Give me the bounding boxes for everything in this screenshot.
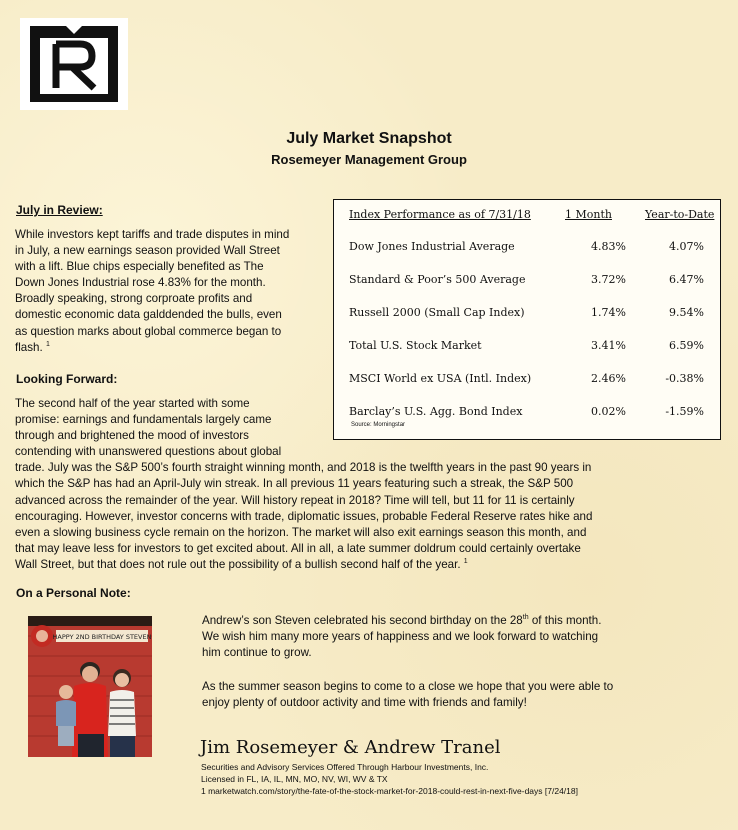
personal-paragraph-1: Andrew’s son Steven celebrated his second birthday on the 28th of this month. We wish him many more years of happiness and we look forward to watching him continue to grow. bbox=[202, 614, 602, 660]
table-header-month: 1 Month bbox=[565, 208, 612, 221]
page-subtitle: Rosemeyer Management Group bbox=[271, 152, 467, 167]
forward-paragraph: The second half of the year started with some promise: earnings and fundamentals largely came through and brightened the mood of investors contending with unanswered questions about global trade. July was the S&P 500’s fourth straight winning month, and 2018 is the twelfth years in the past 90 years in which the S&P has had an April-July win streak. In all previous 11 years featuring such a streak, the S&P 500 advanced across the remainder of the year. Will history repeat in 2018? Time will tell, but 11 for 11 is certainly encouraging. However, investor concerns with trade, diplomatic issues, probable Federal Reserve rates hike and even a slowing business cycle remain on the horizon. The market will also exit earnings season this month, and that may leave less for investors to get excited about. All in all, a late summer doldrum could certainly overtake Wall Street, but that does not rule out the possibility of a bullish second half of the year. $^1$ bbox=[15, 397, 593, 571]
table-row: Standard & Poor’s 500 Average 3.72% 6.47% bbox=[349, 273, 704, 286]
signature: Jim Rosemeyer & Andrew Tranel bbox=[200, 737, 501, 758]
table-row: MSCI World ex USA (Intl. Index) 2.46% -0.38% bbox=[349, 372, 704, 385]
table-row: Total U.S. Stock Market 3.41% 6.59% bbox=[349, 339, 704, 352]
securities-disclaimer: Securities and Advisory Services Offered Through Harbour Investments, Inc. bbox=[201, 762, 489, 772]
personal-paragraph-2: As the summer season begins to come to a close we hope that you were able to enjoy plenty of outdoor activity and time with friends and family! bbox=[202, 680, 614, 710]
review-paragraph: While investors kept tariffs and trade disputes in mind in July, a new earnings season provided Wall Street with a lift. Blue chips especially benefited as The Down Jones Industrial rose 4.83% for the month. Broadly speaking, strong corproate profits and domestic economic data galddended the bulls, even as question marks about global commerce began to flash. $^1$ bbox=[15, 228, 290, 354]
review-heading: July in Review: bbox=[16, 203, 103, 217]
index-performance-table bbox=[333, 199, 721, 440]
source-footnote: 1 marketwatch.com/story/the-fate-of-the-stock-market-for-2018-could-rest-in-next-five-days [7/24/18] bbox=[201, 786, 578, 796]
table-header-index: Index Performance as of 7/31/18 bbox=[349, 208, 531, 221]
forward-heading: Looking Forward: bbox=[16, 372, 118, 386]
family-photo bbox=[28, 616, 152, 757]
table-row: Barclay’s U.S. Agg. Bond Index 0.02% -1.59% bbox=[349, 405, 704, 418]
licensing-note: Licensed in FL, IA, IL, MN, MO, NV, WI, WV & TX bbox=[201, 774, 388, 784]
personal-heading: On a Personal Note: bbox=[16, 586, 131, 600]
table-row: Russell 2000 (Small Cap Index) 1.74% 9.54% bbox=[349, 306, 704, 319]
table-row: Dow Jones Industrial Average 4.83% 4.07% bbox=[349, 240, 704, 253]
table-source: Source: Morningstar bbox=[351, 422, 406, 428]
company-logo bbox=[20, 18, 128, 110]
svg-text:HAPPY 2ND BIRTHDAY STEVEN: HAPPY 2ND BIRTHDAY STEVEN bbox=[52, 633, 152, 641]
page-title: July Market Snapshot bbox=[286, 130, 452, 147]
r-logo-icon bbox=[26, 22, 122, 106]
footnote-marker: 1 bbox=[45, 340, 50, 348]
table-header-ytd: Year-to-Date bbox=[645, 208, 715, 221]
footnote-marker: 1 bbox=[463, 558, 468, 566]
